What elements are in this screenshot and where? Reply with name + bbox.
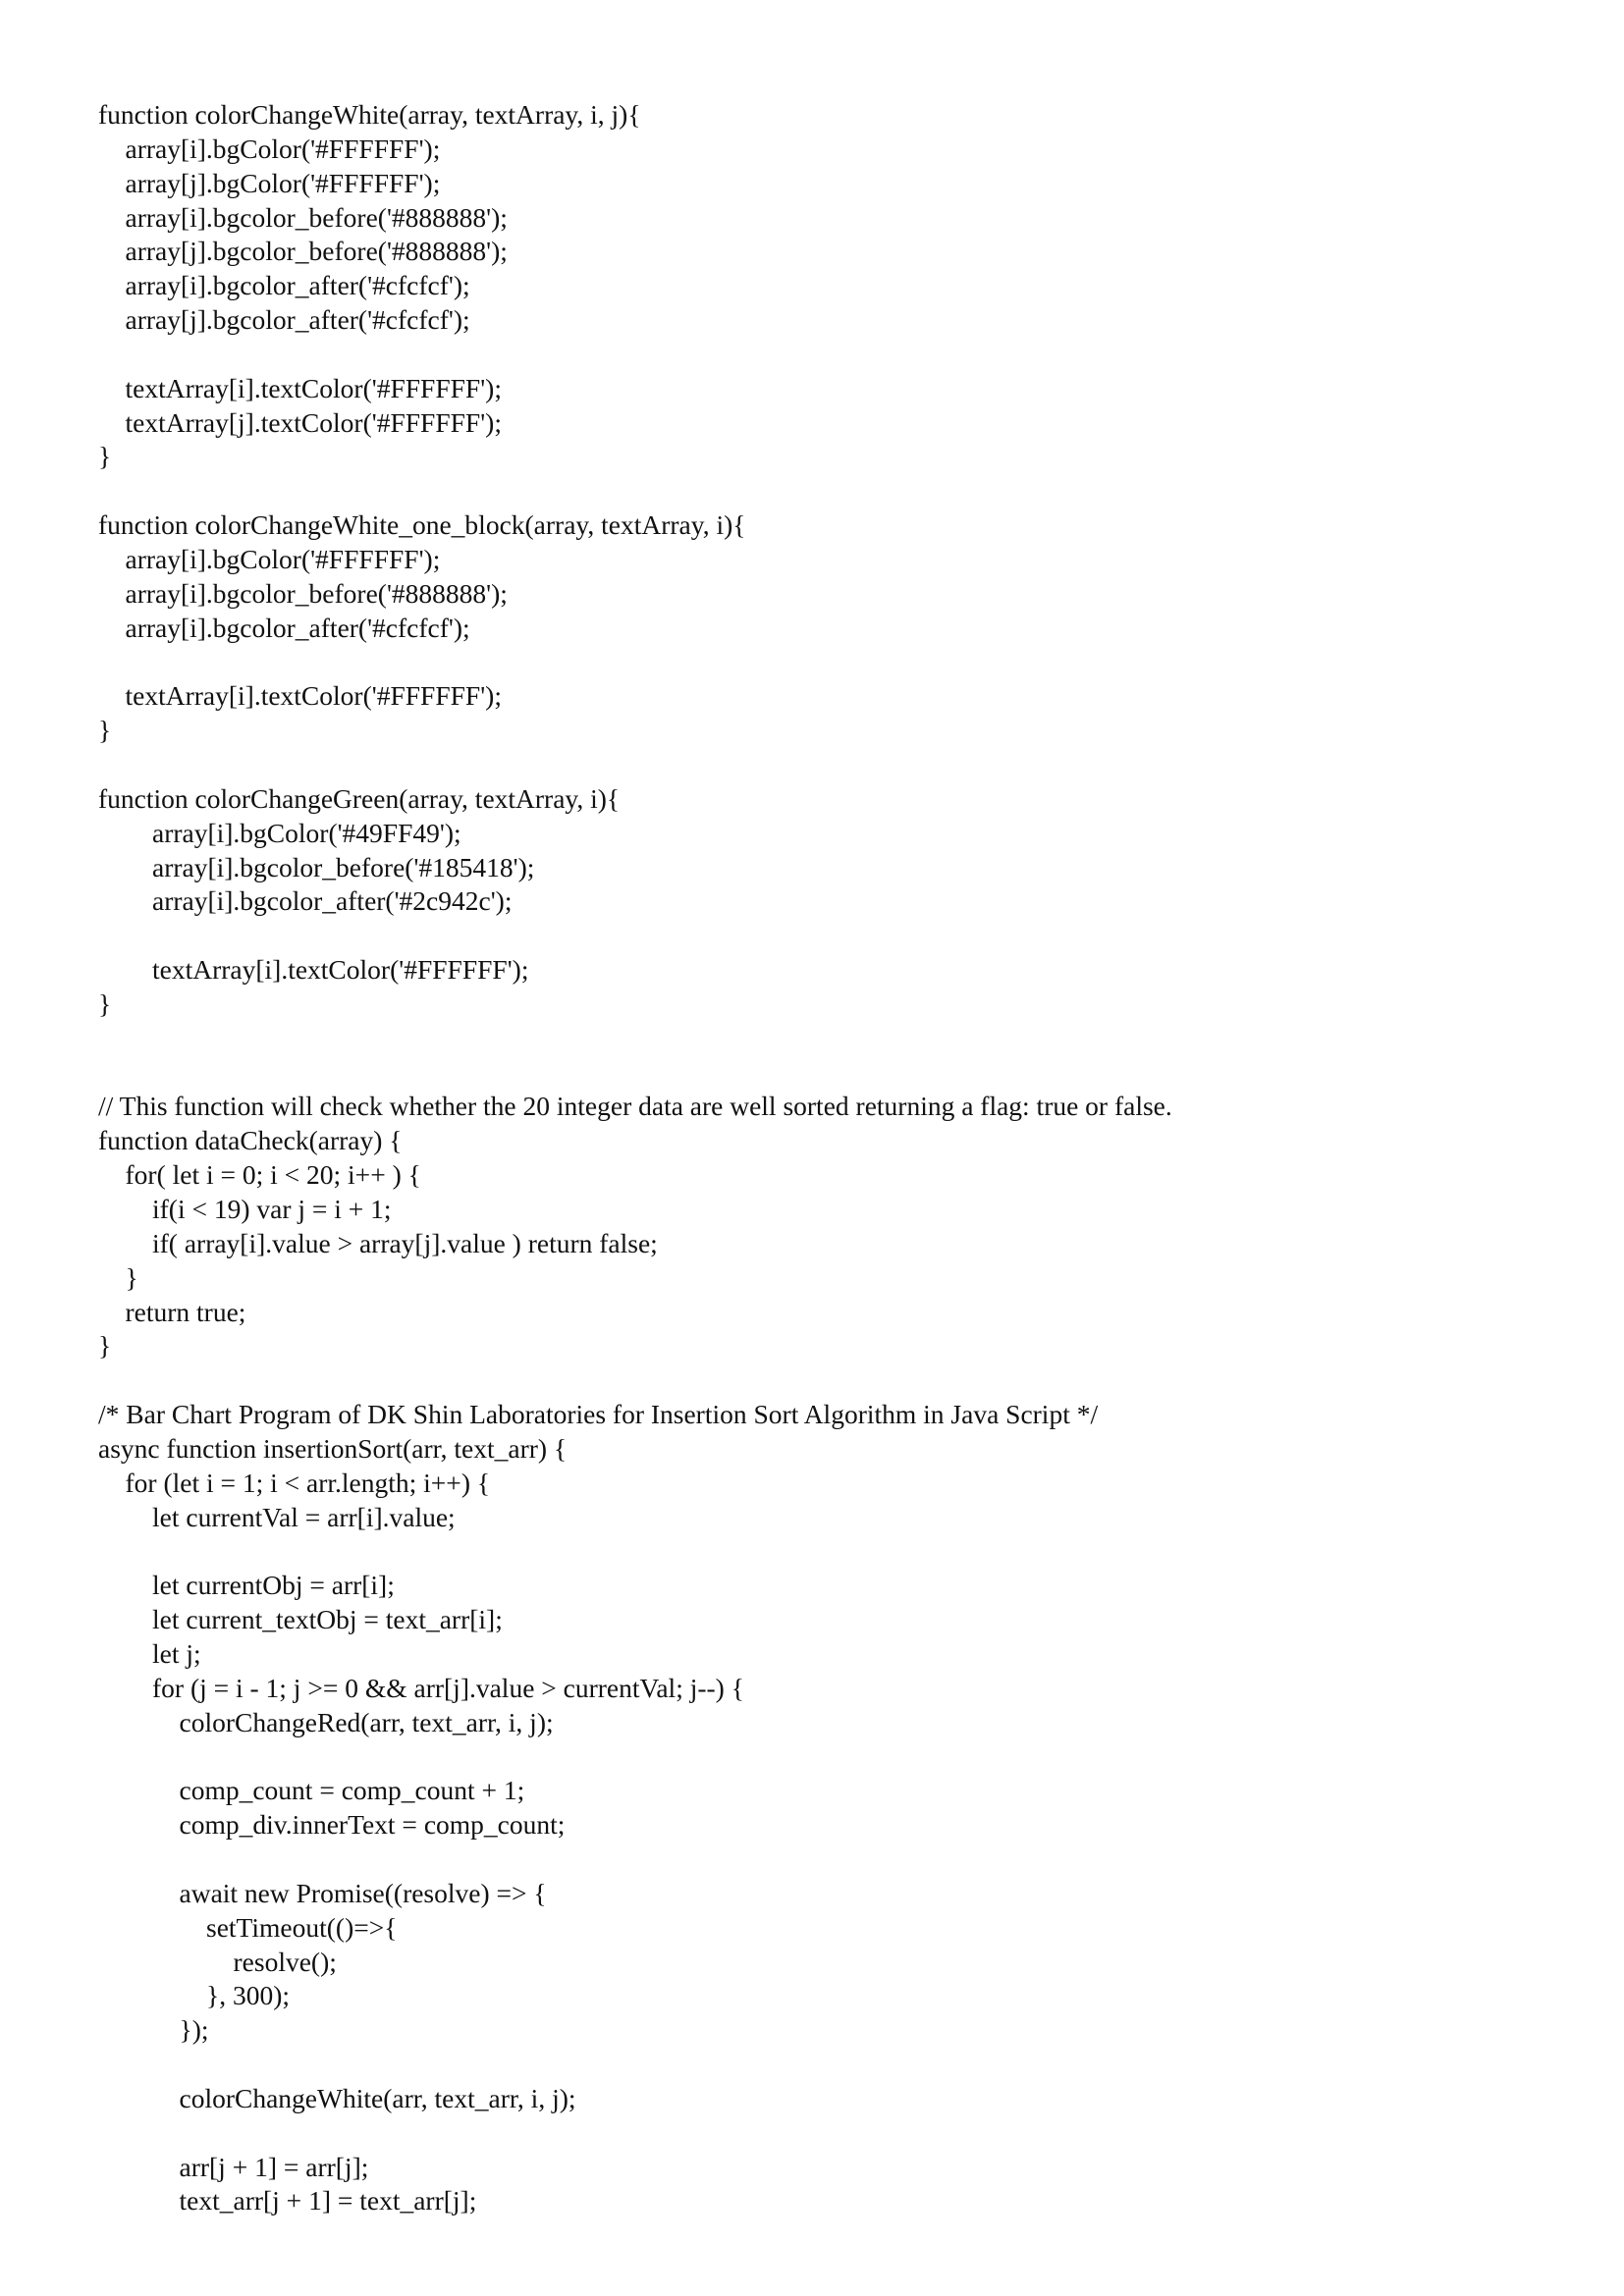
code-line [98, 338, 1532, 372]
code-line: await new Promise((resolve) => { [98, 1877, 547, 1908]
code-line [98, 1534, 1532, 1569]
code-line: array[i].bgcolor_before('#888888'); [98, 201, 508, 233]
code-line: array[i].bgcolor_after('#2c942c'); [98, 885, 513, 917]
code-line [98, 2116, 1532, 2151]
code-line: } [98, 441, 112, 472]
code-line: array[i].bgcolor_after('#cfcfcf'); [98, 270, 470, 301]
code-line [98, 1056, 1532, 1091]
code-line: array[j].bgcolor_before('#888888'); [98, 236, 508, 267]
code-line: let current_textObj = text_arr[i]; [98, 1604, 503, 1635]
code-line: } [98, 715, 112, 746]
code-line: let currentObj = arr[i]; [98, 1570, 395, 1601]
code-line: array[i].bgcolor_after('#cfcfcf'); [98, 612, 470, 643]
code-line: array[i].bgcolor_before('#888888'); [98, 577, 508, 609]
code-line [98, 1740, 1532, 1775]
code-line: // This function will check whether the 20 integer data are well sorted returning a flag: true or false. [98, 1091, 1172, 1122]
code-line: textArray[j].textColor('#FFFFFF'); [98, 406, 502, 438]
code-line: }); [98, 2014, 209, 2046]
code-line: colorChangeRed(arr, text_arr, i, j); [98, 1706, 554, 1737]
code-line [98, 646, 1532, 680]
code-line: setTimeout(()=>{ [98, 1911, 398, 1943]
code-line: array[i].bgColor('#49FF49'); [98, 817, 461, 848]
code-line: comp_count = comp_count + 1; [98, 1775, 525, 1806]
code-line: function colorChangeWhite_one_block(array, textArray, i){ [98, 509, 746, 541]
code-line: array[i].bgcolor_before('#185418'); [98, 851, 535, 882]
code-line: comp_div.innerText = comp_count; [98, 1809, 566, 1841]
code-line: function colorChangeWhite(array, textArray, i, j){ [98, 99, 641, 130]
code-line: let j; [98, 1637, 201, 1669]
code-line: } [98, 988, 112, 1019]
code-line: resolve(); [98, 1946, 337, 1977]
code-line: } [98, 1261, 138, 1293]
code-line: for (let i = 1; i < arr.length; i++) { [98, 1467, 491, 1498]
code-listing [98, 98, 1532, 2218]
code-line: async function insertionSort(arr, text_arr) { [98, 1432, 568, 1464]
code-line: }, 300); [98, 1980, 290, 2011]
code-line: return true; [98, 1296, 246, 1327]
code-line: array[i].bgColor('#FFFFFF'); [98, 543, 441, 574]
code-line: /* Bar Chart Program of DK Shin Laboratories for Insertion Sort Algorithm in Java Script */ [98, 1399, 1099, 1430]
code-line: textArray[i].textColor('#FFFFFF'); [98, 954, 529, 986]
code-line: colorChangeWhite(arr, text_arr, i, j); [98, 2082, 576, 2113]
code-line: if( array[i].value > array[j].value ) return false; [98, 1227, 658, 1258]
code-line [98, 474, 1532, 508]
code-line: array[j].bgColor('#FFFFFF'); [98, 167, 441, 198]
code-line [98, 2048, 1532, 2082]
code-line [98, 1363, 1532, 1398]
code-line: function dataCheck(array) { [98, 1125, 403, 1156]
code-line: textArray[i].textColor('#FFFFFF'); [98, 372, 502, 403]
code-line: let currentVal = arr[i].value; [98, 1501, 456, 1532]
code-line: for (j = i - 1; j >= 0 && arr[j].value > currentVal; j--) { [98, 1672, 744, 1703]
code-line [98, 1022, 1532, 1056]
code-line: } [98, 1330, 112, 1362]
code-line: array[i].bgColor('#FFFFFF'); [98, 133, 441, 164]
code-line: text_arr[j + 1] = text_arr[j]; [98, 2185, 477, 2216]
code-line [98, 1842, 1532, 1877]
code-line: if(i < 19) var j = i + 1; [98, 1194, 392, 1224]
code-line: for( let i = 0; i < 20; i++ ) { [98, 1159, 421, 1191]
code-line [98, 748, 1532, 782]
code-line [98, 919, 1532, 953]
code-line: function colorChangeGreen(array, textArray, i){ [98, 782, 621, 814]
code-line: array[j].bgcolor_after('#cfcfcf'); [98, 304, 470, 336]
code-line: textArray[i].textColor('#FFFFFF'); [98, 680, 502, 712]
code-line: arr[j + 1] = arr[j]; [98, 2151, 369, 2182]
